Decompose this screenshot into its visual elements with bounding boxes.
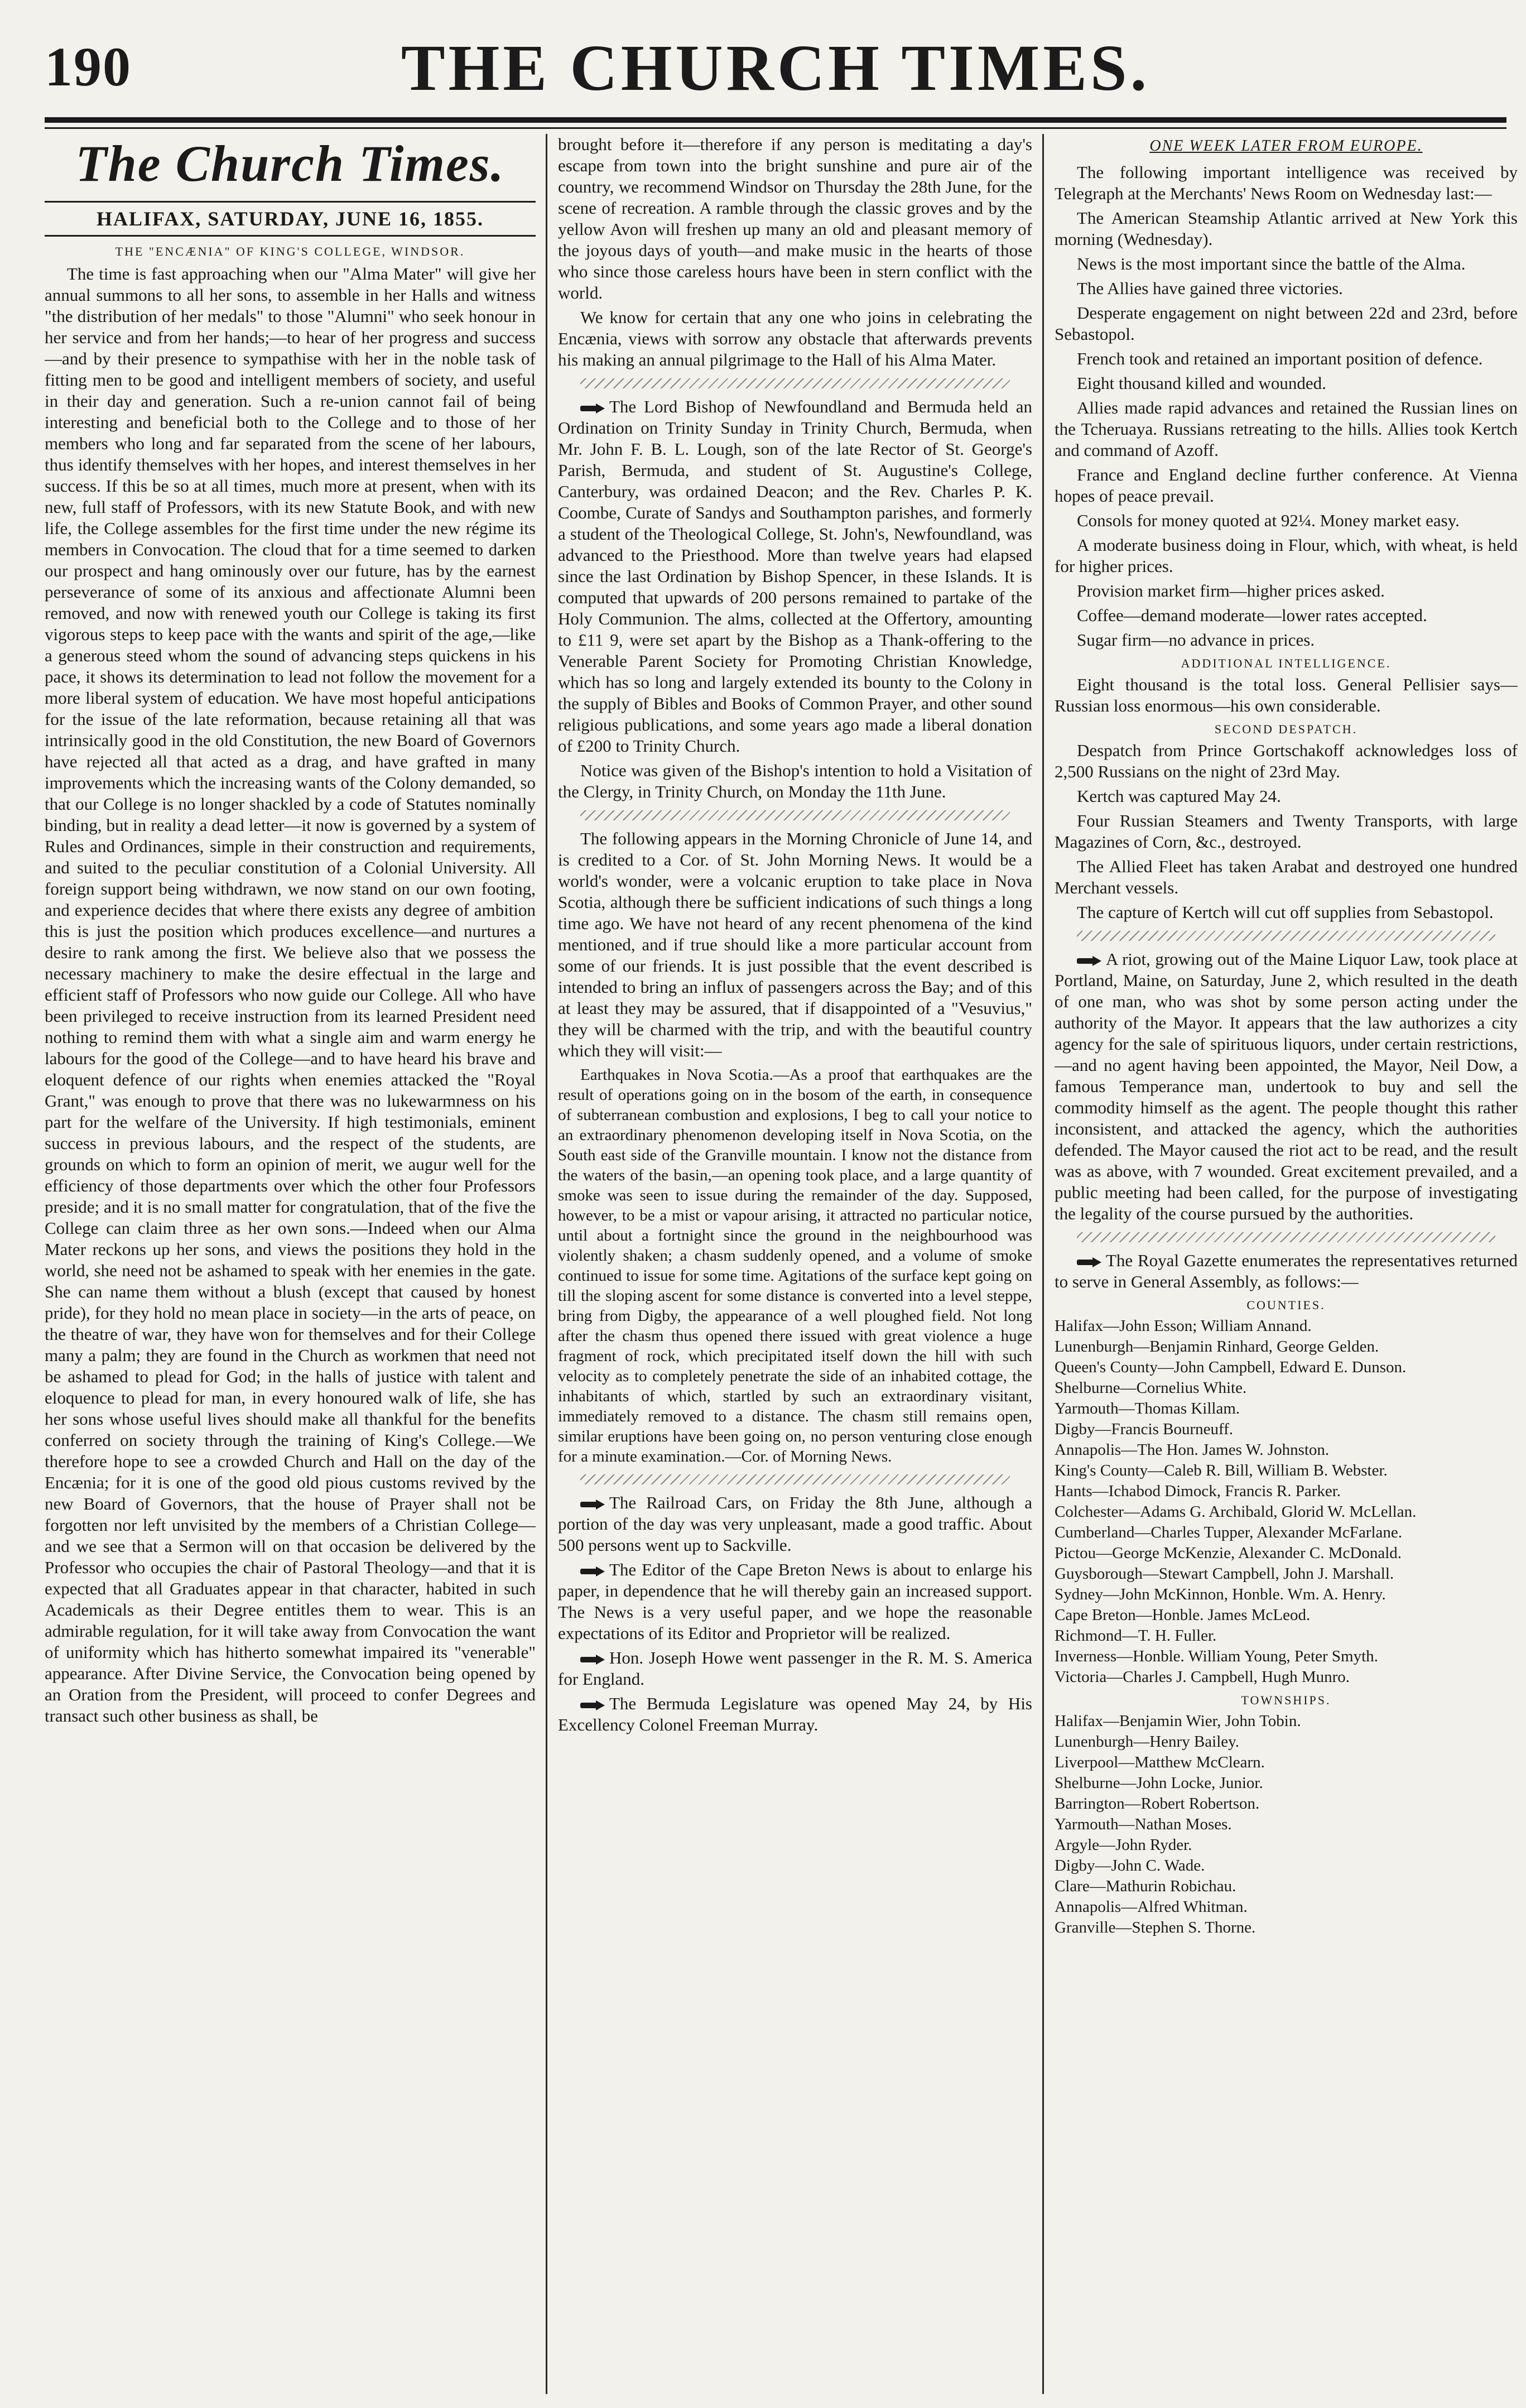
subheading: SECOND DESPATCH. <box>1214 722 1358 736</box>
column-rule <box>1042 134 1044 2394</box>
news-item: The Railroad Cars, on Friday the 8th June, although a portion of the day was very unpleasant, made a good traffic. About 500 persons went up to Sackville. <box>558 1493 1032 1555</box>
news-item: The Royal Gazette enumerates the representatives returned to serve in General Assembly, as follows:— <box>1055 1251 1518 1291</box>
article-paragraph: We know for certain that any one who joins in celebrating the Encænia, views with sorrow any obstacle that afterwards prevents his making an annual pilgrimage to the Hall of his Alma Mater. <box>558 307 1032 369</box>
column-middle <box>558 134 1032 2394</box>
list-item: Guysborough—Stewart Campbell, John J. Marshall. <box>1055 1565 1394 1583</box>
news-line: Eight thousand is the total loss. General Pellisier says—Russian loss enormous—his own considerable. <box>1055 675 1518 715</box>
news-heading: ONE WEEK LATER FROM EUROPE. <box>1149 137 1423 155</box>
section-divider <box>580 378 1010 388</box>
list-item: Yarmouth—Nathan Moses. <box>1055 1815 1232 1833</box>
masthead <box>45 22 1506 128</box>
list-item: Halifax—Benjamin Wier, John Tobin. <box>1055 1712 1301 1730</box>
list-item: Hants—Ichabod Dimock, Francis R. Parker. <box>1055 1482 1341 1500</box>
list-item: Cape Breton—Honble. James McLeod. <box>1055 1606 1311 1624</box>
column-left <box>45 134 536 2394</box>
news-intro: The following important intelligence was received by Telegraph at the Merchants' News Room on Wednesday last:— <box>1055 162 1518 203</box>
news-line: Despatch from Prince Gortschakoff acknowledges loss of 2,500 Russians on the night of 23rd May. <box>1055 741 1518 781</box>
article-paragraph: Earthquakes in Nova Scotia.—As a proof that earthquakes are the result of operations going on in the bosom of the earth, in consequence of subterranean combustion and explosions, I beg to call your notice to an extraordinary phenomenon developing itself in Nova Scotia, on the South east side of the Granville mountain. I know not the distance from the waters of the basin,—an opening took place, and a large quantity of smoke was seen to issue during the remainder of the day. Supposed, however, to be a mist or vapour arising, it attracted no particular notice, until about a fortnight since the ground in the neighbourhood was violently shaken; a chasm suddenly opened, and a volume of smoke continued to issue for some time. Agitations of the surface kept going on till the sloping ascent for some distance is converted into a level steppe, bring from Digby, the appearance of a well ploughed field. Not long after the chasm thus opened there issued with great violence a huge fragment of rock, which precipitated itself down the hill with such velocity as to completely penetrate the side of an inhabited cottage, the inhabitants of which, startled by such an extraordinary visitant, immediately removed to a distance. The chasm still remains open, similar eruptions have been going on, no person venturing close enough for a minute examination.—Cor. of Morning News. <box>558 1066 1032 1465</box>
news-item: The Bermuda Legislature was opened May 24, by His Excellency Colonel Freeman Murray. <box>558 1694 1032 1734</box>
news-line: Sugar firm—no advance in prices. <box>1077 630 1315 650</box>
section-divider <box>580 1474 1010 1484</box>
list-item: Digby—John C. Wade. <box>1055 1857 1205 1875</box>
masthead-rule-thin <box>45 127 1506 129</box>
news-line: Kertch was captured May 24. <box>1077 786 1281 806</box>
news-line: A moderate business doing in Flour, which, with wheat, is held for higher prices. <box>1055 535 1518 576</box>
list-item: Yarmouth—Thomas Killam. <box>1055 1400 1240 1417</box>
article-paragraph: The following appears in the Morning Chronicle of June 14, and is credited to a Cor. of St. John Morning News. It would be a world's wonder, were a volcanic eruption to take place in Nova Scotia, although there be sufficient indications of such things a long time ago. We have not heard of any recent phenomena of the kind mentioned, and if true should like a more particular account from some of our friends. It is just possible that the event described is intended to bring an influx of passengers across the Bay; and of this at least they may be assured, that if disappointed of a "Vesuvius," they will be charmed with the trip, and with the beautiful country which they will visit:— <box>558 829 1032 1060</box>
news-line: Coffee—demand moderate—lower rates accepted. <box>1077 605 1427 625</box>
list-item: Liverpool—Matthew McClearn. <box>1055 1753 1265 1771</box>
article-heading: THE "ENCÆNIA" OF KING'S COLLEGE, WINDSOR. <box>115 244 465 258</box>
news-line: Allies made rapid advances and retained the Russian lines on the Tcheruaya. Russians retreating to the hills. Allies took Kertch and command of Azoff. <box>1055 398 1518 460</box>
section-divider <box>580 810 1010 820</box>
list-item: Digby—Francis Bourneuff. <box>1055 1420 1234 1438</box>
pointing-hand-icon <box>580 1565 606 1578</box>
column-rule <box>546 134 547 2394</box>
news-line: The capture of Kertch will cut off supplies from Sebastopol. <box>1077 902 1494 922</box>
list-item: Annapolis—The Hon. James W. Johnston. <box>1055 1441 1330 1459</box>
news-item: Notice was given of the Bishop's intention to hold a Visitation of the Clergy, in Trinity Church, on Monday the 11th June. <box>558 761 1032 801</box>
subheading: COUNTIES. <box>1246 1298 1326 1312</box>
dateline: HALIFAX, SATURDAY, JUNE 16, 1855. <box>45 201 536 237</box>
article-paragraph: brought before it—therefore if any person is meditating a day's escape from town into the bright sunshine and pure air of the country, we recommend Windsor on Thursday the 28th June, for the scene of recreation. A ramble through the classic groves and by the yellow Avon will freshen up many an old and pleasant memory of the joyous days of youth—and make music in the hearts of those who since those careless hours have been in stern conflict with the world. <box>558 134 1032 302</box>
news-line: Four Russian Steamers and Twenty Transports, with large Magazines of Corn, &c., destroyed. <box>1055 811 1518 852</box>
newspaper-title: THE CHURCH TIMES. <box>401 31 1150 104</box>
column-right <box>1055 134 1518 2394</box>
masthead-rule-thick <box>45 117 1506 123</box>
news-item: Hon. Joseph Howe went passenger in the R. M. S. America for England. <box>558 1648 1032 1689</box>
list-item: Richmond—T. H. Fuller. <box>1055 1627 1217 1645</box>
page-number: 190 <box>45 36 132 98</box>
list-item: Shelburne—John Locke, Junior. <box>1055 1774 1263 1792</box>
section-divider <box>1077 931 1495 941</box>
pointing-hand-icon <box>1077 955 1103 967</box>
news-item: The Lord Bishop of Newfoundland and Bermuda held an Ordination on Trinity Sunday in Trinity Church, Bermuda, when Mr. John F. B. L. Lough, son of the late Rector of St. George's Parish, Bermuda, and student of St. Augustine's College, Canterbury, was ordained Deacon; and the Rev. Charles P. K. Coombe, Curate of Sandys and Southampton parishes, and formerly a student of the Theological College, St. John's, Newfoundland, was advanced to the Priesthood. More than twelve years had elapsed since the last Ordination by Bishop Spencer, in these Islands. It is computed that upwards of 200 persons remained to partake of the Holy Communion. The alms, collected at the Offertory, amounting to £11 9, were set apart by the Bishop as a Thank-offering to the Venerable Parent Society for Promoting Christian Knowledge, which has so long and largely extended its bounty to the Colony in the supply of Bibles and Books of Common Prayer, and other sound religious publications, and some years ago made a liberal donation of £200 to Trinity Church. <box>558 397 1032 756</box>
news-line: The Allied Fleet has taken Arabat and destroyed one hundred Merchant vessels. <box>1055 857 1518 897</box>
section-divider <box>1077 1232 1495 1242</box>
list-item: Granville—Stephen S. Thorne. <box>1055 1919 1256 1936</box>
news-line: News is the most important since the battle of the Alma. <box>1077 254 1466 273</box>
pointing-hand-icon <box>580 1498 606 1511</box>
townships-list <box>1055 1711 1518 1938</box>
news-item: A riot, growing out of the Maine Liquor Law, took place at Portland, Maine, on Saturday, June 2, which resulted in the death of one man, who was shot by some person acting under the authority of the Mayor. It appears that the law authorizes a city agency for the sale of spirituous liquors, under certain restrictions,—and no agent having been appointed, the Mayor, Neil Dow, a famous Temperance man, undertook to buy and sell the commodity himself as the agent. The people thought this rather inconsistent, and attacked the agency, which the authorities defended. The Mayor caused the riot act to be read, and the result was as above, with 7 wounded. Great excitement prevailed, and a public meeting had been called, for the purpose of investigating the legality of the course pursued by the authorities. <box>1055 949 1518 1223</box>
article-paragraph: The time is fast approaching when our "Alma Mater" will give her annual summons to all her sons, to assemble in her Halls and witness "the distribution of her medals" to those "Alumni" who seek honour in her service and from her hands;—to hear of her progress and success—and by their presence to sympathise with her in the noble task of fitting men to be good and intelligent members of society, and useful in their day and generation. Such a re-union cannot fail of being interesting and beneficial both to the College and to those of her members who long and far separated from the scene of her labours, thus identify themselves with her hopes, and interest themselves in her success. If this be so at all times, much more at present, when with its new, full staff of Professors, with its new Statute Book, and with new life, the College assembles for the first time under the new régime its members in Convocation. The cloud that for a time seemed to darken our prospect and hang ominously over our future, has by the earnest perseverance of some of its anxious and affectionate Alumni been removed, and now with renewed youth our College is taking its first vigorous steps to keep pace with the wants and spirit of the age,—like a generous steed whom the sound of advancing steps quickens in his pace, it shows its determination to lead not follow the movement for a more liberal system of education. We have most hopeful anticipations for the issue of the late reformation, because retaining all that was intrinsically good in the old Constitution, the new Board of Governors have rejected all that acted as a drag, and have grafted in many improvements which the increasing wants of the Colony demanded, so that our College is no longer shackled by a code of Statutes nominally binding, but in reality a dead letter—it now is governed by a system of Rules and Ordinances, simple in their construction and requirements, and suited to the peculiar constitution of a Colonial University. All foreign support being withdrawn, we now stand on our own footing, and experience decides that where there exists any degree of ambition this is just the position which produces excellence—and nurtures a desire to rank among the first. We believe also that we possess the necessary machinery to make the desire effectual in the large and efficient staff of Professors who now guide our College. All who have been privileged to receive instruction from its learned President need nothing to remind them with what a single aim and warm energy he labours for the good of the College—and to have heard his brave and eloquent defence of our rights when enemies attacked the "Royal Grant," was enough to prove that there was no lukewarmness on his part for the welfare of the University. If high testimonials, eminent success in previous labours, and the respect of the students, are grounds on which to form an opinion of merit, we augur well for the efficiency of those departments over which the other four Professors preside; and it is no small matter for congratulation, that of the five the College can claim three as her own sons.—Indeed when our Alma Mater reckons up her sons, and views the positions they hold in the world, she need not be ashamed to speak with her enemies in the gate. She can name them without a blush (except that caused by honest pride), for they hold no mean place in society—in the arts of peace, on the theatre of war, they have won for themselves and for their College many a palm; they are found in the Church as workmen that need not be ashamed to plead for God; in the halls of justice with talent and eloquence to plead for man, in every honoured walk of life, she has her sons whose useful lives should make all thankful for the benefits conferred on society through the training of King's College.—We therefore hope to see a crowded Church and Hall on the day of the Encænia; for it is one of the good old pious customs revived by the new Board of Governors, that the house of Prayer shall not be forgotten nor left unvisited by the members of a Christian College—and we see that a Sermon will on that occasion be delivered by the Professor who occupies the chair of Pastoral Theology—and that it is expected that all Graduates appear in that character, habited in such Academicals as their Degree entitles them to wear. This is an admirable regulation, for it will take away from Convocation the want of uniformity which has hitherto somewhat impaired its "venerable" appearance. After Divine Service, the Convocation being opened by an Oration from the President, will proceed to confer Degrees and transact such other business as shall, be <box>45 264 536 1726</box>
list-item: Cumberland—Charles Tupper, Alexander McFarlane. <box>1055 1523 1403 1541</box>
list-item: Argyle—John Ryder. <box>1055 1836 1192 1854</box>
news-line: Desperate engagement on night between 22d and 23rd, before Sebastopol. <box>1055 303 1518 344</box>
news-line: The Allies have gained three victories. <box>1077 278 1343 298</box>
editorial-paper-name: The Church Times. <box>75 135 505 192</box>
list-item: Halifax—John Esson; William Annand. <box>1055 1317 1312 1335</box>
news-line: Consols for money quoted at 92¼. Money market easy. <box>1077 511 1460 530</box>
pointing-hand-icon <box>580 1654 606 1666</box>
pointing-hand-icon <box>1077 1256 1103 1268</box>
list-item: Barrington—Robert Robertson. <box>1055 1795 1260 1813</box>
list-item: Victoria—Charles J. Campbell, Hugh Munro. <box>1055 1668 1350 1686</box>
news-line: French took and retained an important position of defence. <box>1077 349 1483 368</box>
news-line: The American Steamship Atlantic arrived at New York this morning (Wednesday). <box>1055 208 1518 249</box>
list-item: Shelburne—Cornelius White. <box>1055 1379 1247 1397</box>
news-line: Eight thousand killed and wounded. <box>1077 373 1326 393</box>
list-item: Colchester—Adams G. Archibald, Glorid W. McLellan. <box>1055 1503 1417 1521</box>
list-item: Inverness—Honble. William Young, Peter Smyth. <box>1055 1647 1378 1665</box>
list-item: Lunenburgh—Benjamin Rinhard, George Gelden. <box>1055 1338 1379 1356</box>
list-item: Sydney—John McKinnon, Honble. Wm. A. Henry. <box>1055 1585 1386 1603</box>
list-item: Clare—Mathurin Robichau. <box>1055 1877 1236 1895</box>
list-item: Queen's County—John Campbell, Edward E. Dunson. <box>1055 1358 1407 1376</box>
list-item: Annapolis—Alfred Whitman. <box>1055 1898 1248 1916</box>
news-item: The Editor of the Cape Breton News is about to enlarge his paper, in dependence that he will thereby gain an increased support. The News is a very useful paper, and we hope the reasonable expectations of its Editor and Proprietor will be realized. <box>558 1560 1032 1643</box>
pointing-hand-icon <box>580 1699 606 1712</box>
counties-list <box>1055 1316 1518 1688</box>
list-item: Pictou—George McKenzie, Alexander C. McDonald. <box>1055 1544 1402 1562</box>
list-item: King's County—Caleb R. Bill, William B. Webster. <box>1055 1462 1388 1479</box>
news-line: France and England decline further conference. At Vienna hopes of peace prevail. <box>1055 465 1518 506</box>
subheading: TOWNSHIPS. <box>1241 1693 1331 1707</box>
pointing-hand-icon <box>580 402 606 415</box>
list-item: Lunenburgh—Henry Bailey. <box>1055 1733 1240 1751</box>
subheading: ADDITIONAL INTELLIGENCE. <box>1181 656 1392 670</box>
news-line: Provision market firm—higher prices asked. <box>1077 581 1385 600</box>
